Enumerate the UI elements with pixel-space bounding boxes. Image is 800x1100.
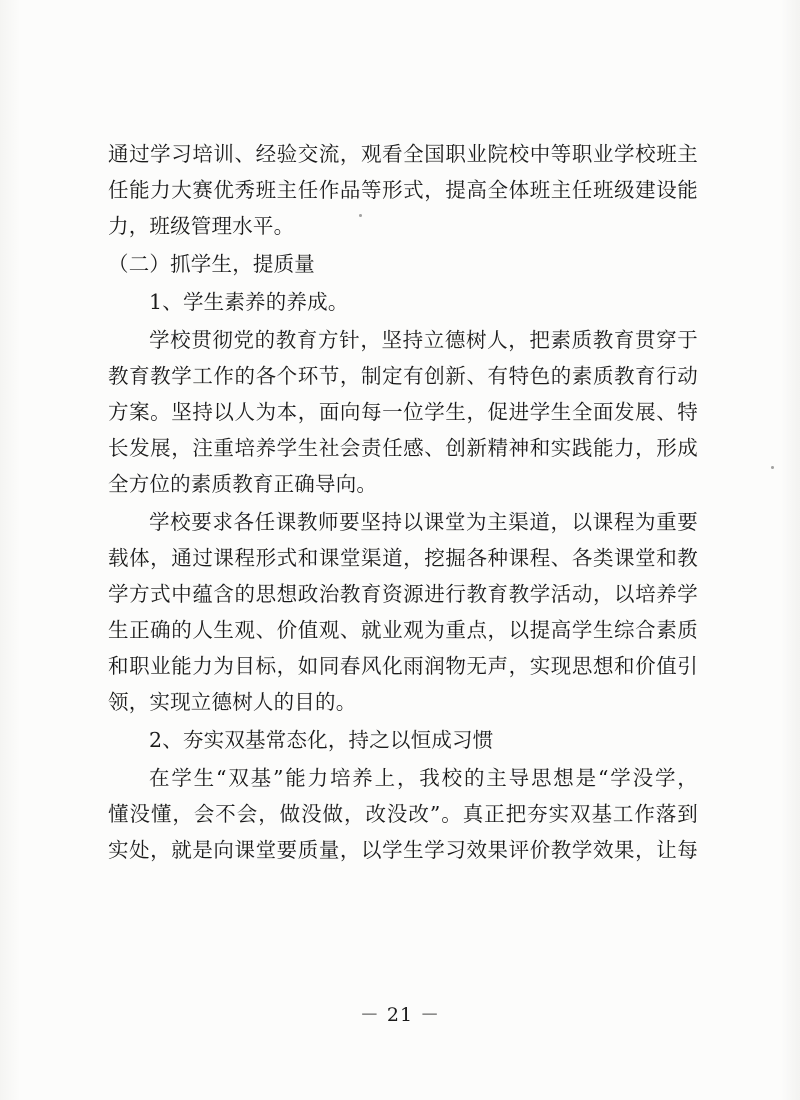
subsection-heading: 2、夯实双基常态化，持之以恒成习惯 [149,728,494,752]
document-body [108,136,698,868]
text-line: 和职业能力为目标，如同春风化雨润物无声，实现思想和价值引 [108,654,698,678]
text-line: 在学生“双基”能力培养上，我校的主导思想是“学没学， [149,766,698,790]
scan-speck [359,214,362,217]
text-line: 长发展，注重培养学生社会责任感、创新精神和实践能力，形成 [108,436,698,460]
text-line: 生正确的人生观、价值观、就业观为重点，以提高学生综合素质 [108,618,698,642]
text-line: 教育教学工作的各个环节，制定有创新、有特色的素质教育行动 [108,364,698,388]
text-line: 学校贯彻党的教育方针，坚持立德树人，把素质教育贯穿于 [149,328,698,352]
subsection-heading: 1、学生素养的养成。 [149,290,349,314]
text-line: 全方位的素质教育正确导向。 [108,472,378,496]
text-line: 领，实现立德树人的目的。 [108,690,357,714]
text-line: 实处，就是向课堂要质量，以学生学习效果评价教学效果，让每 [108,838,698,862]
text-line: 学方式中蕴含的思想政治教育资源进行教育教学活动，以培养学 [108,582,698,606]
text-line: 载体，通过课程形式和课堂渠道，挖掘各种课程、各类课堂和教 [108,546,698,570]
text-line: 懂没懂，会不会，做没做，改没改”。真正把夯实双基工作落到 [108,802,698,826]
scan-speck [771,466,774,469]
section-heading: （二）抓学生，提质量 [108,252,315,276]
page-number: － 21 － [359,1004,441,1026]
text-line: 通过学习培训、经验交流，观看全国职业院校中等职业学校班主 [108,142,698,166]
text-line: 学校要求各任课教师要坚持以课堂为主渠道，以课程为重要 [149,510,698,534]
text-line: 力，班级管理水平。 [108,214,295,238]
text-line: 任能力大赛优秀班主任作品等形式，提高全体班主任班级建设能 [108,178,698,202]
text-line: 方案。坚持以人为本，面向每一位学生，促进学生全面发展、特 [108,400,698,424]
